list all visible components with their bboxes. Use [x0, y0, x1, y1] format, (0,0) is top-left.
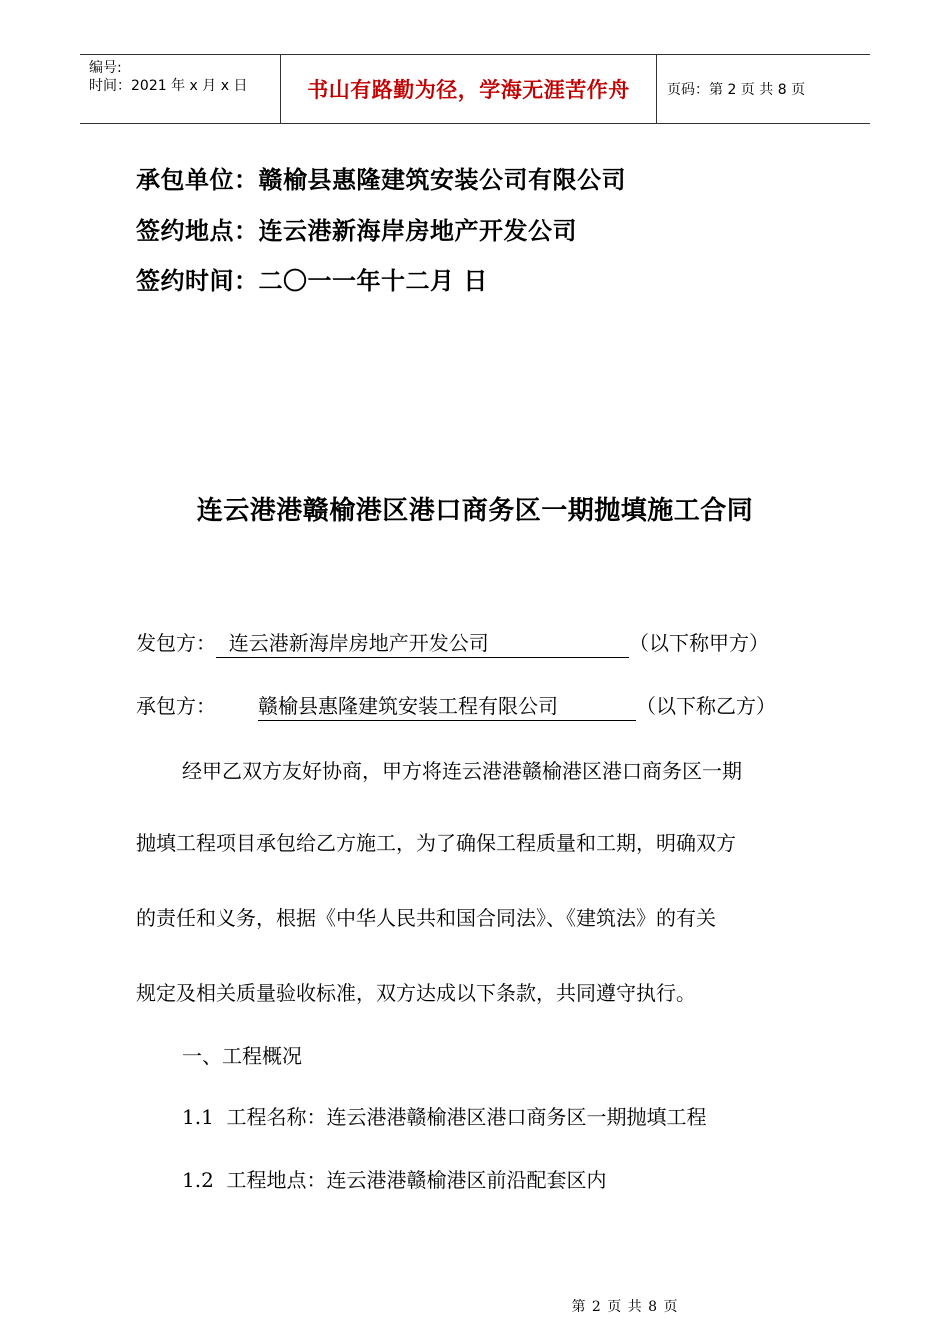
sign-place-line: 签约地点：连云港新海岸房地产开发公司	[136, 217, 577, 245]
party-a-suffix: （以下称甲方）	[629, 631, 769, 655]
header-page-info: 页码：第 2 页 共 8 页	[667, 82, 806, 98]
party-b-line	[136, 690, 776, 721]
section-1-heading: 一、工程概况	[182, 1044, 302, 1068]
contract-title: 连云港港赣榆港区港口商务区一期抛填施工合同	[196, 496, 754, 526]
page-header	[80, 54, 870, 124]
section-1-item-1: 1.1 工程名称：连云港港赣榆港区港口商务区一期抛填工程	[182, 1105, 707, 1129]
preamble-line-2: 抛填工程项目承包给乙方施工，为了确保工程质量和工期，明确双方	[136, 831, 736, 855]
party-b-label: 承包方：	[136, 694, 216, 718]
header-motto: 书山有路勤为径，学海无涯苦作舟	[281, 55, 657, 123]
preamble-line-1: 经甲乙双方友好协商，甲方将连云港港赣榆港区港口商务区一期	[182, 759, 742, 783]
page-footer: 第 2 页 共 8 页	[571, 1299, 679, 1315]
party-b-suffix: （以下称乙方）	[636, 694, 776, 718]
preamble-line-3: 的责任和义务，根据《中华人民共和国合同法》、《建筑法》的有关	[136, 906, 716, 930]
party-a-line	[136, 627, 769, 658]
header-meta	[80, 55, 281, 123]
sign-time-line: 签约时间：二〇一一年十二月 日	[136, 267, 488, 295]
party-a-label: 发包方：	[136, 631, 216, 655]
section-1-item-2: 1.2 工程地点：连云港港赣榆港区前沿配套区内	[182, 1168, 607, 1192]
party-b-name: 赣榆县惠隆建筑安装工程有限公司	[258, 690, 636, 721]
time-label: 时间：2021 年 x 月 x 日	[89, 78, 248, 94]
number-label: 编号:	[89, 60, 122, 76]
preamble-line-4: 规定及相关质量验收标准，双方达成以下条款，共同遵守执行。	[136, 981, 696, 1005]
party-a-name: 连云港新海岸房地产开发公司	[216, 627, 629, 658]
contractor-line: 承包单位：赣榆县惠隆建筑安装公司有限公司	[136, 166, 626, 194]
